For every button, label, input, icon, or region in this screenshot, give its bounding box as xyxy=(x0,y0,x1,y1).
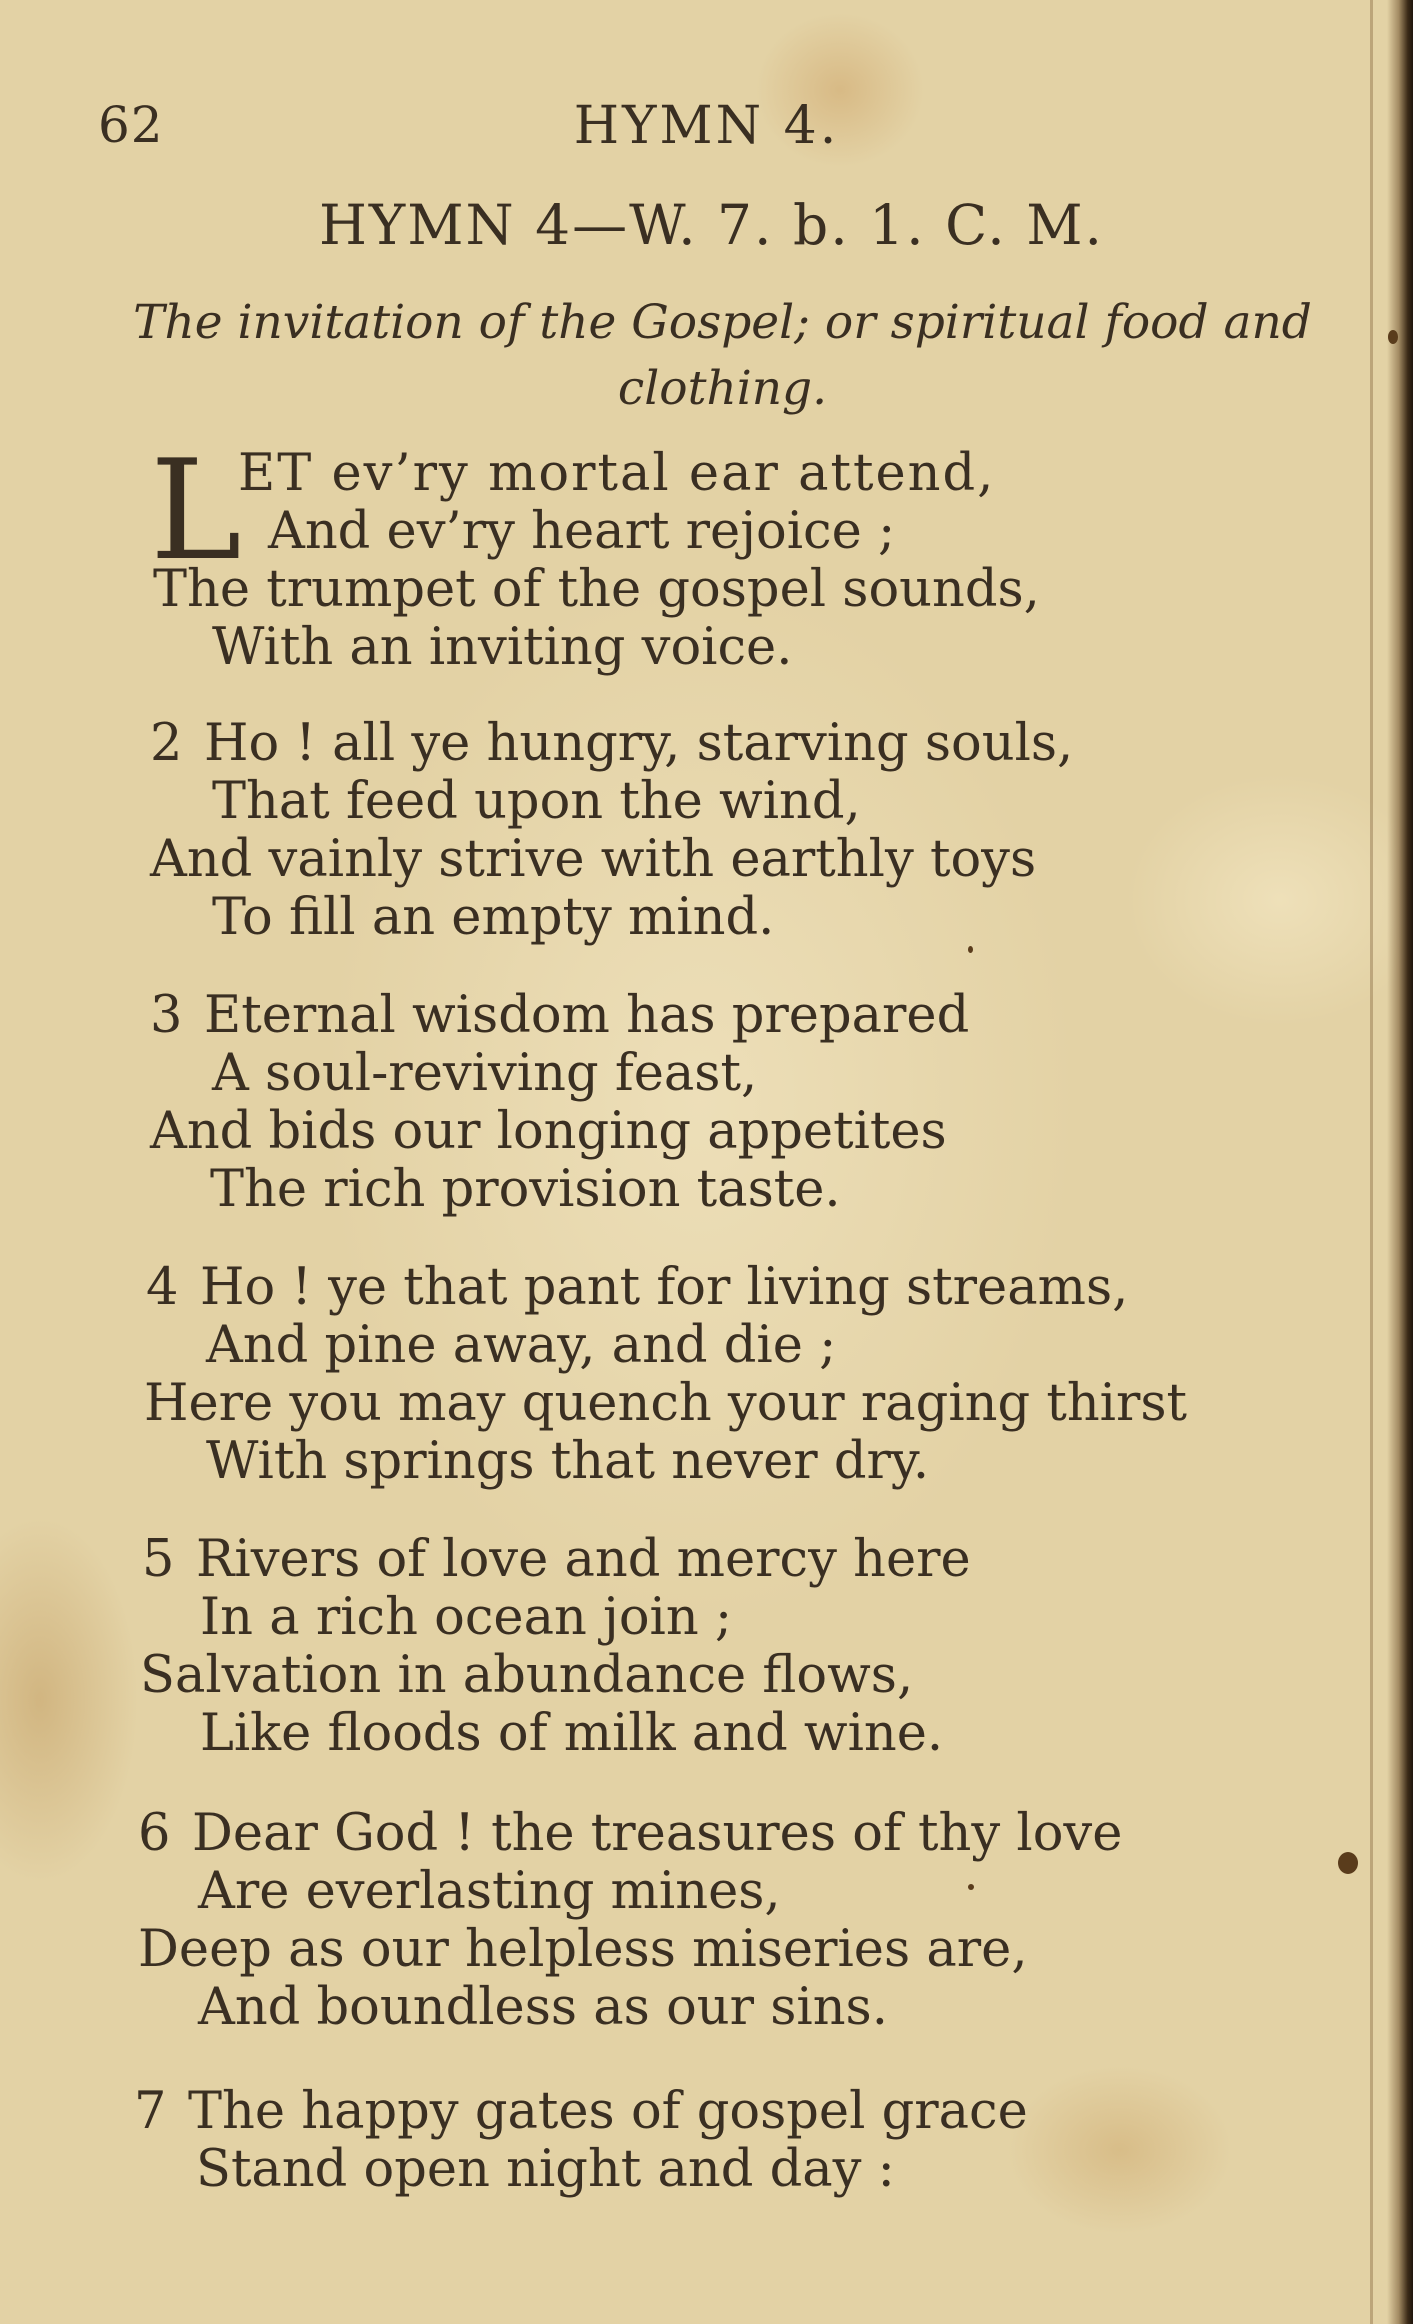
verse-line xyxy=(150,986,970,1045)
verse-line: Here you may quench your raging thirst xyxy=(144,1374,1188,1433)
verse-text: Eternal wisdom has prepared xyxy=(204,986,970,1045)
ink-spot xyxy=(1338,1852,1358,1874)
verse-line: With an inviting voice. xyxy=(212,618,793,677)
verse-line: Deep as our helpless miseries are, xyxy=(138,1920,1028,1979)
verse-line: And boundless as our sins. xyxy=(198,1978,888,2037)
verse-line: The rich provision taste. xyxy=(210,1160,841,1219)
verse-line: That feed upon the wind, xyxy=(212,772,861,831)
running-head: HYMN 4. xyxy=(573,96,840,156)
ink-spot xyxy=(968,1884,974,1890)
ink-spot xyxy=(968,946,973,953)
verse-line xyxy=(146,1258,1129,1317)
verse-text: Rivers of love and mercy here xyxy=(196,1530,971,1589)
stanza-number: 2 xyxy=(150,714,183,773)
verse-line: ET ev’ry mortal ear attend, xyxy=(238,444,996,503)
verse-text: Dear God ! the treasures of thy love xyxy=(192,1804,1123,1863)
verse-line: And vainly strive with earthly toys xyxy=(150,830,1037,889)
verse-line: A soul-reviving feast, xyxy=(212,1044,758,1103)
hymn-title: HYMN 4—W. 7. b. 1. C. M. xyxy=(318,193,1105,257)
verse-line: Stand open night and day : xyxy=(196,2140,895,2199)
verse-text: Ho ! ye that pant for living streams, xyxy=(200,1258,1129,1317)
verse-line: Salvation in abundance flows, xyxy=(140,1646,914,1705)
verse-line: Like floods of milk and wine. xyxy=(200,1704,944,1763)
verse-line xyxy=(142,1530,971,1589)
verse-line: And bids our longing appetites xyxy=(150,1102,947,1161)
page-edge-line xyxy=(1370,0,1373,2324)
stanza-number: 4 xyxy=(146,1258,179,1317)
drop-cap: L xyxy=(150,430,242,591)
hymn-subtitle: The invitation of the Gospel; or spiritual food and clothing. xyxy=(133,295,1312,416)
stanza-number: 3 xyxy=(150,986,183,1045)
stanza-number: 7 xyxy=(134,2082,167,2141)
book-spine-shadow xyxy=(1387,0,1413,2324)
ink-spot xyxy=(1388,330,1398,344)
verse-line xyxy=(150,714,1074,773)
verse-line xyxy=(134,2082,1028,2141)
verse-line: The trumpet of the gospel sounds, xyxy=(153,560,1040,619)
verse-text: The happy gates of gospel grace xyxy=(188,2082,1028,2141)
verse-line: Are everlasting mines, xyxy=(198,1862,781,1921)
verse-line: And pine away, and die ; xyxy=(206,1316,837,1375)
verse-line: And ev’ry heart rejoice ; xyxy=(268,502,896,561)
verse-line xyxy=(138,1804,1123,1863)
verse-line: To fill an empty mind. xyxy=(212,888,775,947)
page-number: 62 xyxy=(98,96,164,154)
verse-line: With springs that never dry. xyxy=(206,1432,930,1491)
stanza-number: 5 xyxy=(142,1530,175,1589)
verse-line: In a rich ocean join ; xyxy=(200,1588,733,1647)
stanza-number: 6 xyxy=(138,1804,171,1863)
verse-text: Ho ! all ye hungry, starving souls, xyxy=(204,714,1074,773)
